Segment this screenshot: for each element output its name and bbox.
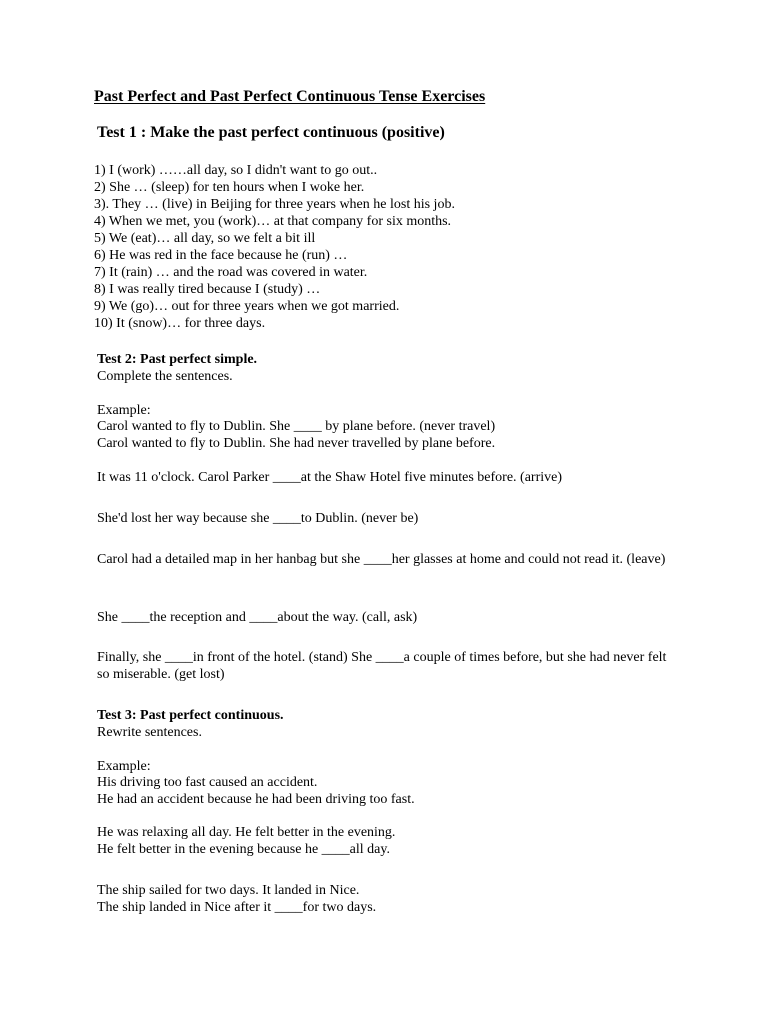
list-item: 10) It (snow)… for three days.	[94, 316, 266, 331]
list-item: 5) We (eat)… all day, so we felt a bit ill	[94, 231, 316, 246]
test1-exercise-list	[94, 162, 455, 332]
list-item: 9) We (go)… out for three years when we got married.	[94, 299, 400, 314]
test3-example-question: His driving too fast caused an accident.	[97, 775, 318, 790]
test2-instruction: Complete the sentences.	[97, 369, 233, 384]
test3-example-answer: He had an accident because he had been driving too fast.	[97, 792, 415, 807]
list-item: 1) I (work) ……all day, so I didn't want to go out..	[94, 163, 378, 178]
list-item: 4) When we met, you (work)… at that company for six months.	[94, 214, 452, 229]
list-item: 7) It (rain) … and the road was covered in water.	[94, 265, 368, 280]
test2-example-label: Example:	[97, 403, 151, 418]
list-item: 6) He was red in the face because he (run) …	[94, 248, 348, 263]
test2-heading: Test 2: Past perfect simple.	[97, 352, 258, 367]
test3-heading: Test 3: Past perfect continuous.	[97, 708, 284, 723]
document-title: Past Perfect and Past Perfect Continuous Tense Exercises	[94, 88, 486, 105]
list-item: 3). They … (live) in Beijing for three years when he lost his job.	[94, 197, 455, 212]
list-item: 2) She … (sleep) for ten hours when I woke her.	[94, 180, 365, 195]
test3-question-1-prompt: He was relaxing all day. He felt better in the evening.	[97, 825, 396, 840]
test2-question-4: She ____the reception and ____about the way. (call, ask)	[97, 610, 418, 625]
test3-instruction: Rewrite sentences.	[97, 725, 202, 740]
test1-heading: Test 1 : Make the past perfect continuous (positive)	[97, 124, 445, 141]
test2-question-5: Finally, she ____in front of the hotel. (stand) She ____a couple of times before, but she had never felt so miserable. (get lost)	[97, 650, 667, 682]
test2-example-answer: Carol wanted to fly to Dublin. She had never travelled by plane before.	[97, 436, 496, 451]
test2-example-question: Carol wanted to fly to Dublin. She ____ by plane before. (never travel)	[97, 419, 496, 434]
list-item: 8) I was really tired because I (study) …	[94, 282, 321, 297]
test2-question-2: She'd lost her way because she ____to Dublin. (never be)	[97, 511, 419, 526]
test3-question-2-rewrite: The ship landed in Nice after it ____for two days.	[97, 900, 377, 915]
test3-example-label: Example:	[97, 759, 151, 774]
test2-question-1: It was 11 o'clock. Carol Parker ____at the Shaw Hotel five minutes before. (arrive)	[97, 470, 563, 485]
test3-question-2-prompt: The ship sailed for two days. It landed in Nice.	[97, 883, 360, 898]
test3-question-1-rewrite: He felt better in the evening because he ____all day.	[97, 842, 390, 857]
test2-question-3: Carol had a detailed map in her hanbag but she ____her glasses at home and could not read it. (leave)	[97, 552, 666, 567]
